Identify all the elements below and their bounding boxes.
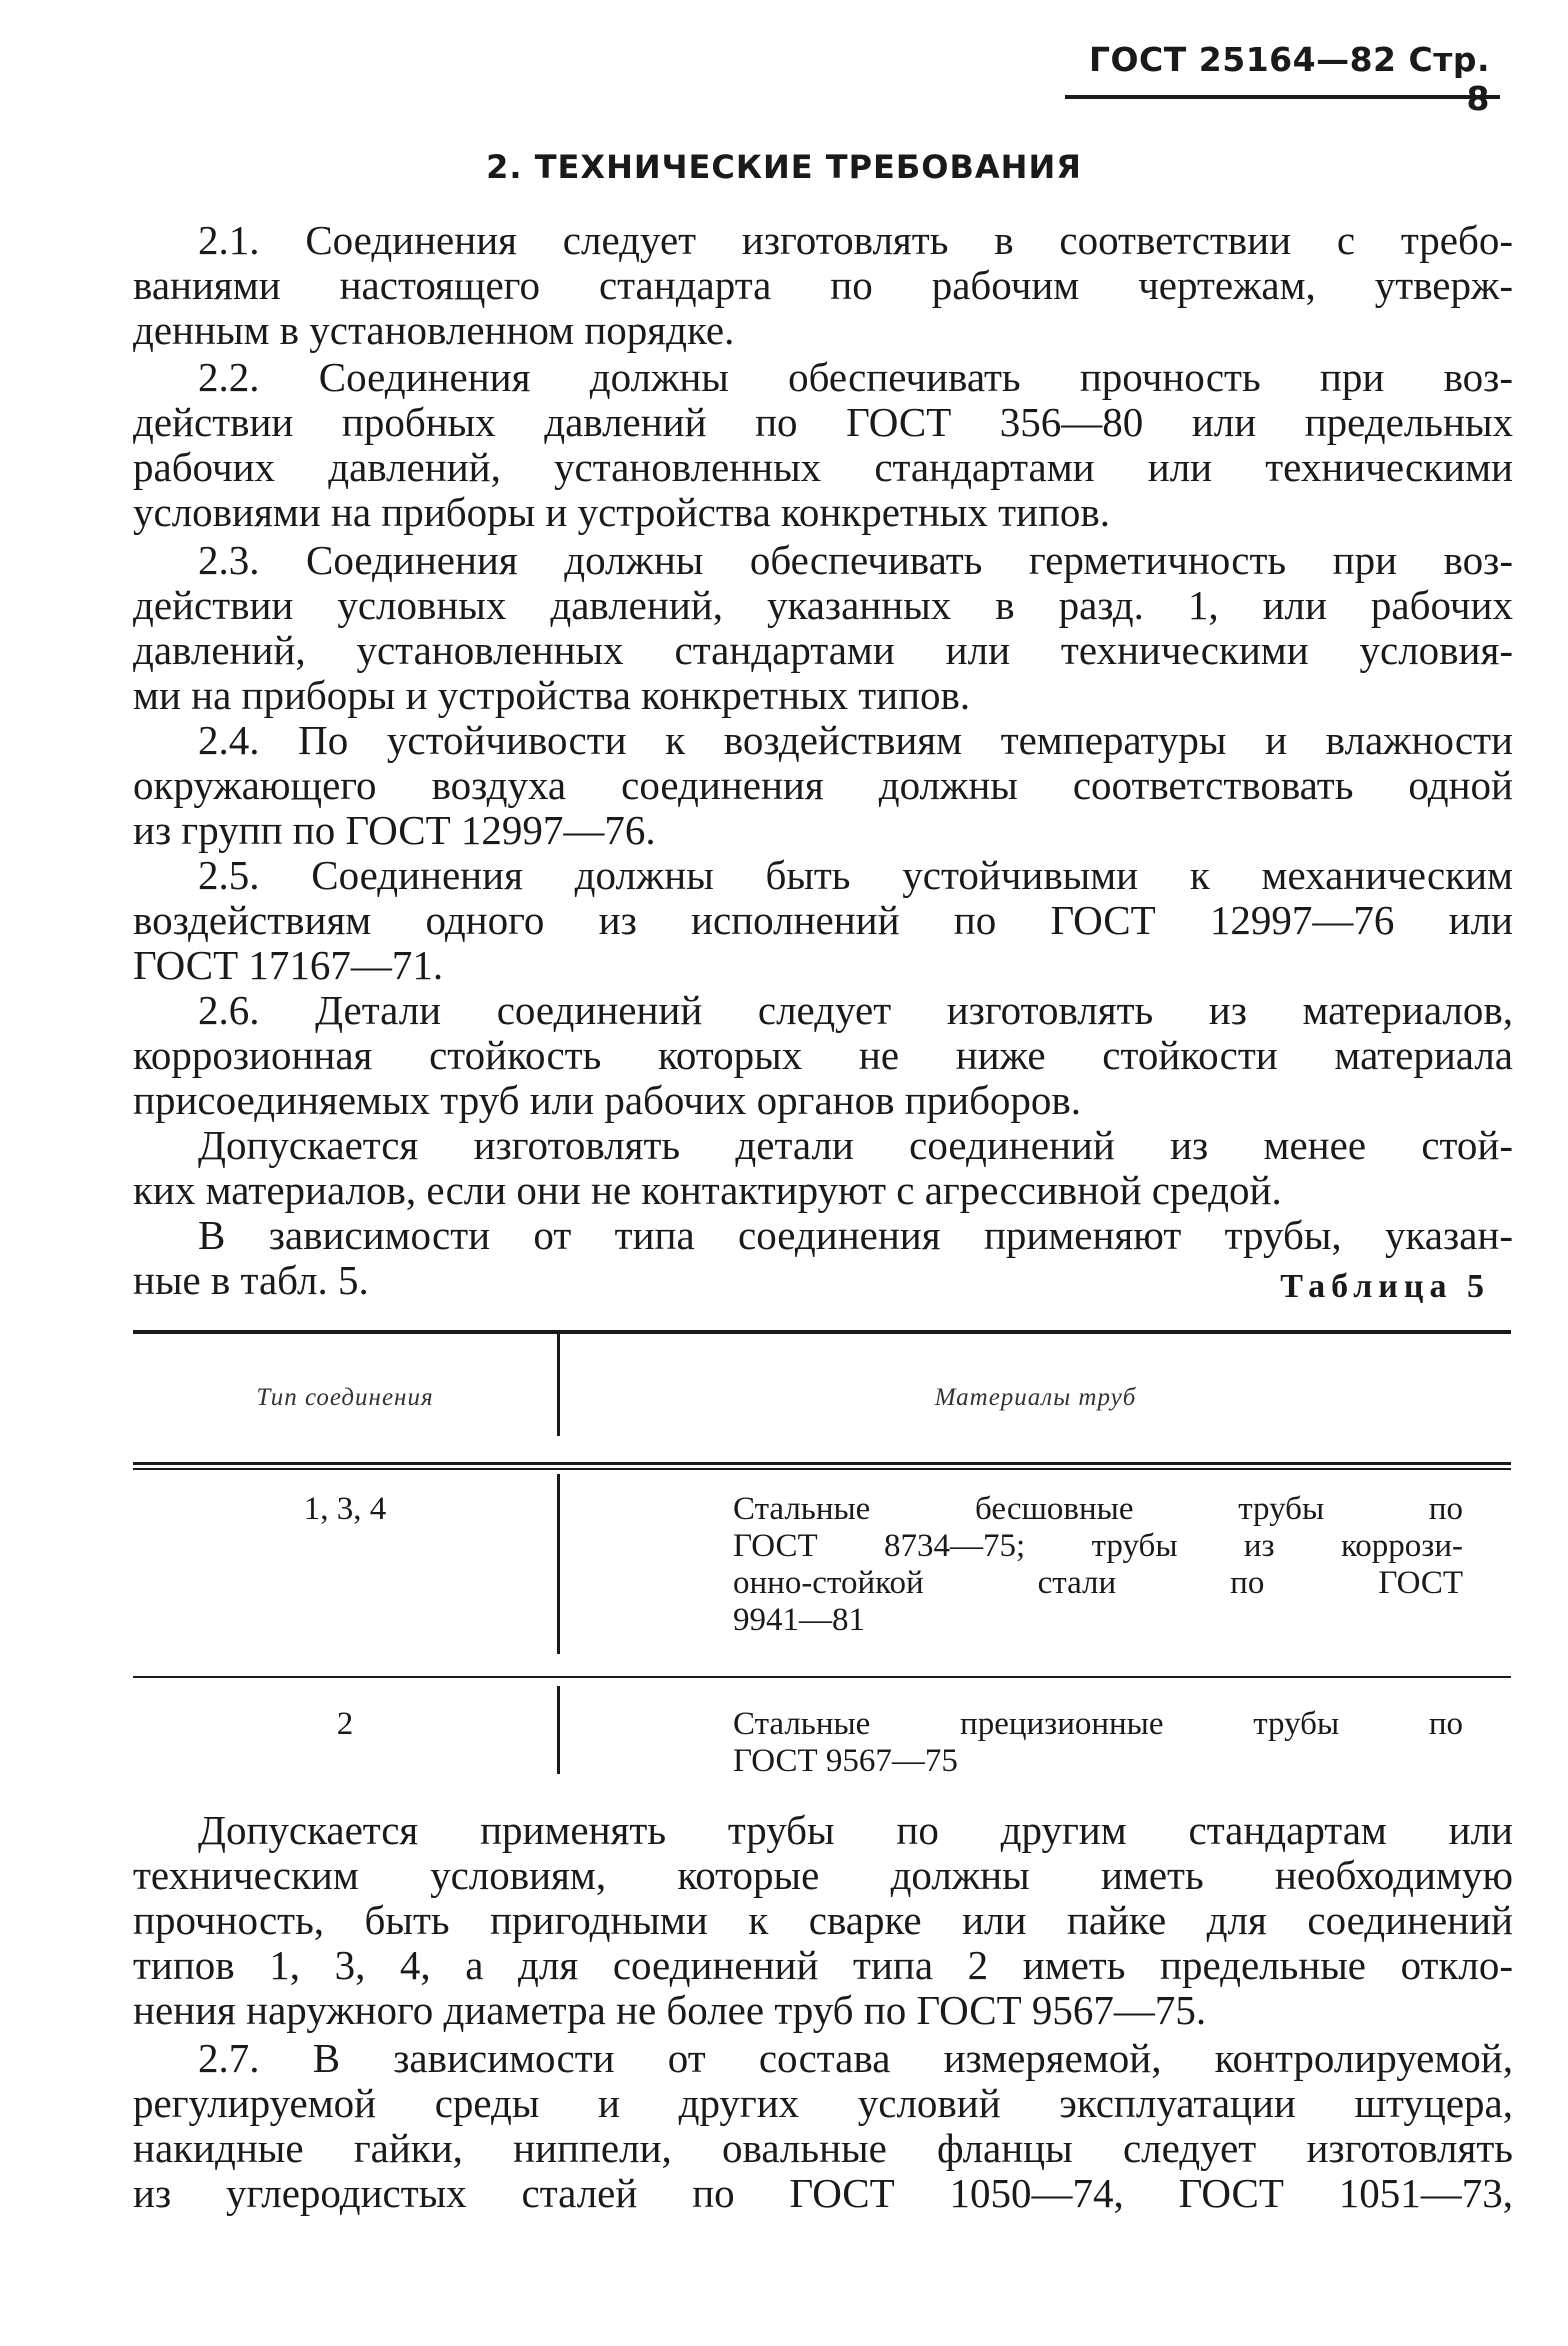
table-column-divider (557, 1474, 560, 1654)
text-line: давлений, установленных стандартами или техническими условия- (133, 627, 1513, 673)
table-cell-line: ГОСТ 9567—75 (733, 1743, 958, 1779)
text-line: накидные гайки, ниппели, овальные фланцы следует изготовлять (133, 2125, 1513, 2171)
text-line: ГОСТ 17167—71. (133, 942, 444, 988)
table-header-rule-secondary (133, 1468, 1511, 1470)
text-line: из групп по ГОСТ 12997—76. (133, 807, 656, 853)
table-header-rule (133, 1462, 1511, 1465)
text-line: действии пробных давлений по ГОСТ 356—80 или предельных (133, 399, 1513, 445)
paragraph-2-5 (133, 853, 1513, 988)
table-cell-line: 9941—81 (733, 1602, 865, 1638)
text-line: 2.2. Соединения должны обеспечивать прочность при воз- (198, 354, 1513, 400)
text-line: воздействиям одного из исполнений по ГОСТ 12997—76 или (133, 897, 1513, 943)
text-line: коррозионная стойкость которых не ниже стойкости материала (133, 1032, 1513, 1078)
table-cell-type: 2 (336, 1706, 354, 1742)
text-line: регулируемой среды и других условий эксплуатации штуцера, (133, 2080, 1513, 2126)
paragraph-after-table (133, 1808, 1513, 2033)
text-line: ные в табл. 5. (133, 1257, 369, 1303)
text-line: окружающего воздуха соединения должны соответствовать одной (133, 762, 1513, 808)
text-line: Допускается применять трубы по другим стандартам или (198, 1807, 1513, 1853)
paragraph-2-2 (133, 355, 1513, 535)
paragraph-2-1 (133, 218, 1513, 353)
text-line: действии условных давлений, указанных в разд. 1, или рабочих (133, 582, 1513, 628)
text-line: 2.5. Соединения должны быть устойчивыми к механическим (198, 852, 1513, 898)
text-line: 2.7. В зависимости от состава измеряемой, контролируемой, (198, 2035, 1513, 2081)
text-line: из углеродистых сталей по ГОСТ 1050—74, ГОСТ 1051—73, (133, 2170, 1513, 2216)
table-cell-material (733, 1491, 1463, 1639)
page-header: ГОСТ 25164—82 Стр. 8 (1088, 40, 1490, 118)
text-line: рабочих давлений, установленных стандартами или техническими (133, 444, 1513, 490)
table-top-rule (133, 1330, 1511, 1334)
table-column-divider (557, 1686, 560, 1774)
table-cell-type: 1, 3, 4 (303, 1491, 387, 1527)
text-line: 2.3. Соединения должны обеспечивать герметичность при воз- (198, 537, 1513, 583)
text-line: нения наружного диаметра не более труб по ГОСТ 9567—75. (133, 1987, 1207, 2033)
table-caption: Таблица 5 (1280, 1268, 1490, 1305)
text-line: присоединяемых труб или рабочих органов приборов. (133, 1077, 1082, 1123)
paragraph-2-4 (133, 718, 1513, 853)
text-line: типов 1, 3, 4, а для соединений типа 2 иметь предельные откло- (133, 1942, 1513, 1988)
table-cell-line: Стальные бесшовные трубы по (733, 1491, 1463, 1527)
text-line: условиями на приборы и устройства конкретных типов. (133, 489, 1110, 535)
section-title: 2. ТЕХНИЧЕСКИЕ ТРЕБОВАНИЯ (486, 148, 1082, 186)
table-cell-line: Стальные прецизионные трубы по (733, 1706, 1463, 1742)
table-row-rule (133, 1676, 1511, 1678)
text-line: ваниями настоящего стандарта по рабочим чертежам, утверж- (133, 262, 1513, 308)
text-line: В зависимости от типа соединения применяют трубы, указан- (198, 1212, 1513, 1258)
paragraph-2-6 (133, 988, 1513, 1123)
text-line: 2.1. Соединения следует изготовлять в соответствии с требо- (198, 217, 1513, 263)
table-header-connection-type: Тип соединения (256, 1384, 434, 1411)
text-line: 2.6. Детали соединений следует изготовлять из материалов, (198, 987, 1513, 1033)
paragraph-2-7 (133, 2036, 1513, 2216)
paragraph-2-3 (133, 538, 1513, 718)
header-rule (1065, 95, 1500, 99)
text-line: техническим условиям, которые должны иметь необходимую (133, 1852, 1513, 1898)
text-line: прочность, быть пригодными к сварке или пайке для соединений (133, 1897, 1513, 1943)
table-5 (133, 1326, 1511, 1786)
text-line: 2.4. По устойчивости к воздействиям температуры и влажности (198, 717, 1513, 763)
text-line: Допускается изготовлять детали соединений из менее стой- (198, 1122, 1513, 1168)
text-line: ми на приборы и устройства конкретных типов. (133, 672, 971, 718)
table-cell-line: онно-стойкой стали по ГОСТ (733, 1565, 1463, 1601)
table-cell-material (733, 1706, 1463, 1780)
paragraph-2-6-allowance (133, 1123, 1513, 1213)
text-line: ких материалов, если они не контактируют с агрессивной средой. (133, 1167, 1282, 1213)
table-header-tube-materials: Материалы труб (934, 1384, 1137, 1411)
table-cell-line: ГОСТ 8734—75; трубы из коррози- (733, 1528, 1463, 1564)
text-line: денным в установленном порядке. (133, 307, 735, 353)
